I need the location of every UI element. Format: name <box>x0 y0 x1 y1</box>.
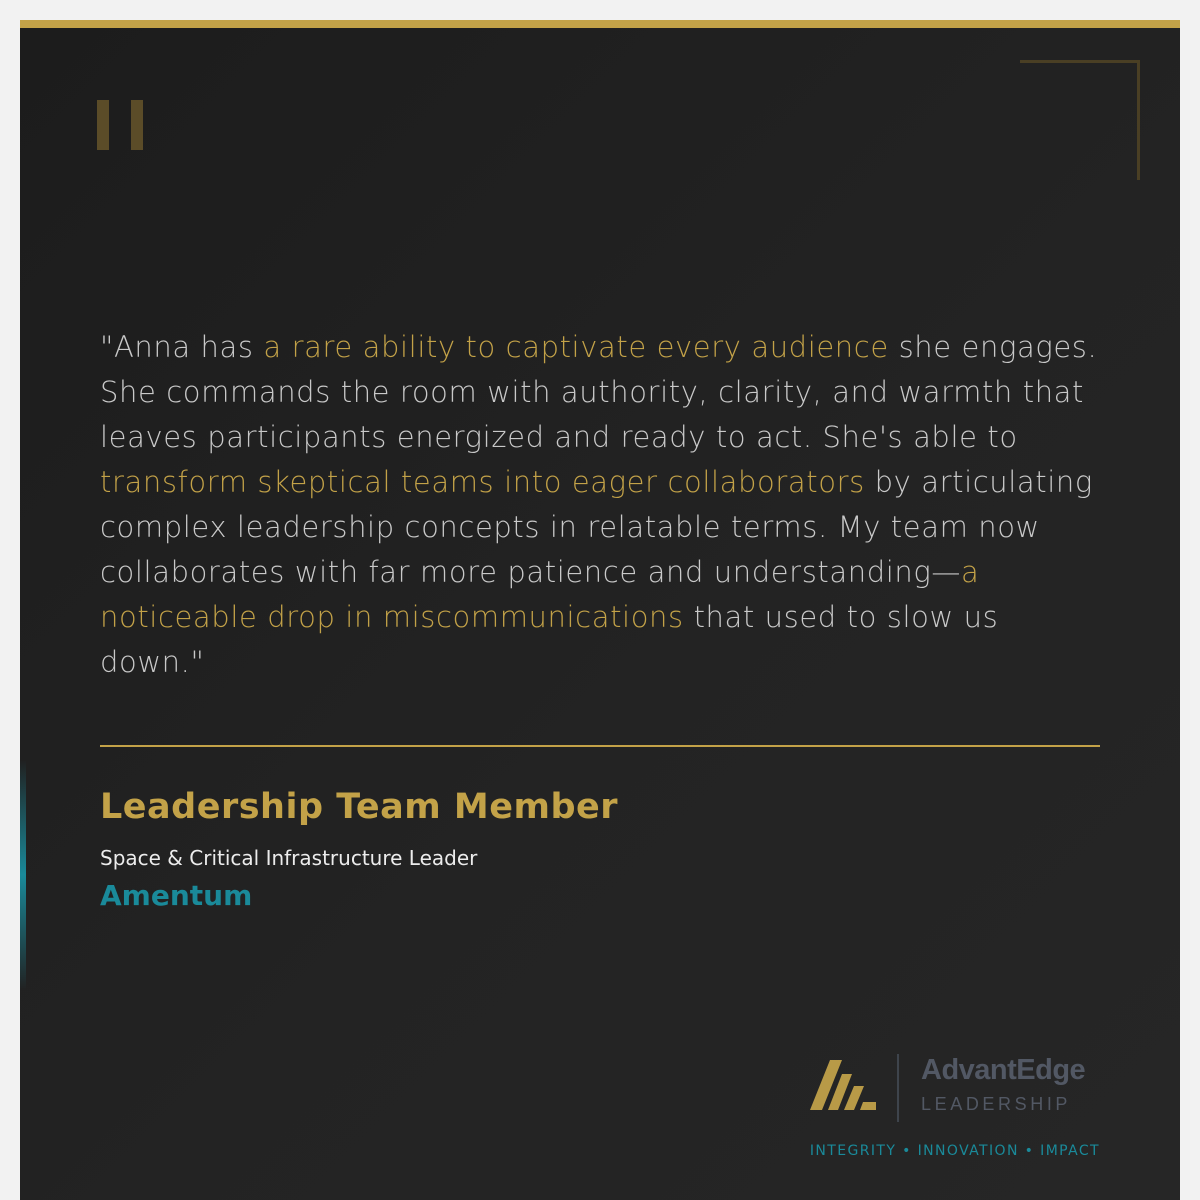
quote-segment: by articulating complex leadership concepts in relatable terms. My team now collaborates with far more patience and understanding— <box>100 465 1093 589</box>
quote-highlight: a rare ability to captivate every audience <box>263 330 889 364</box>
quote-segment: "Anna has <box>100 330 264 364</box>
logo-separator <box>897 1054 899 1122</box>
attribution-role: Space & Critical Infrastructure Leader <box>100 846 478 870</box>
quote-segment: that used to slow us down." <box>100 600 999 679</box>
advantedge-logo-mark-icon <box>810 1060 880 1116</box>
quote-segment: she engages. She commands the room with authority, clarity, and warmth that leaves participants energized and ready to act. She's able to <box>100 330 1098 454</box>
testimonial-card <box>20 20 1180 1200</box>
quotation-mark-icon <box>97 100 157 150</box>
quote-highlight: transform skeptical teams into eager collaborators <box>100 465 865 499</box>
top-accent-bar <box>20 20 1180 28</box>
logo-name: AdvantEdge <box>921 1054 1086 1086</box>
logo-subtitle: LEADERSHIP <box>921 1094 1072 1114</box>
quote-highlight: a noticeable drop in miscommunications <box>100 555 980 634</box>
testimonial-quote <box>100 325 1110 685</box>
divider <box>100 745 1100 747</box>
company-logo <box>810 1052 1110 1124</box>
corner-frame-icon <box>1020 60 1140 180</box>
attribution-title: Leadership Team Member <box>100 787 619 827</box>
tagline: INTEGRITY • INNOVATION • IMPACT <box>809 1143 1100 1159</box>
side-accent-line <box>20 760 26 990</box>
attribution-company: Amentum <box>100 879 253 912</box>
